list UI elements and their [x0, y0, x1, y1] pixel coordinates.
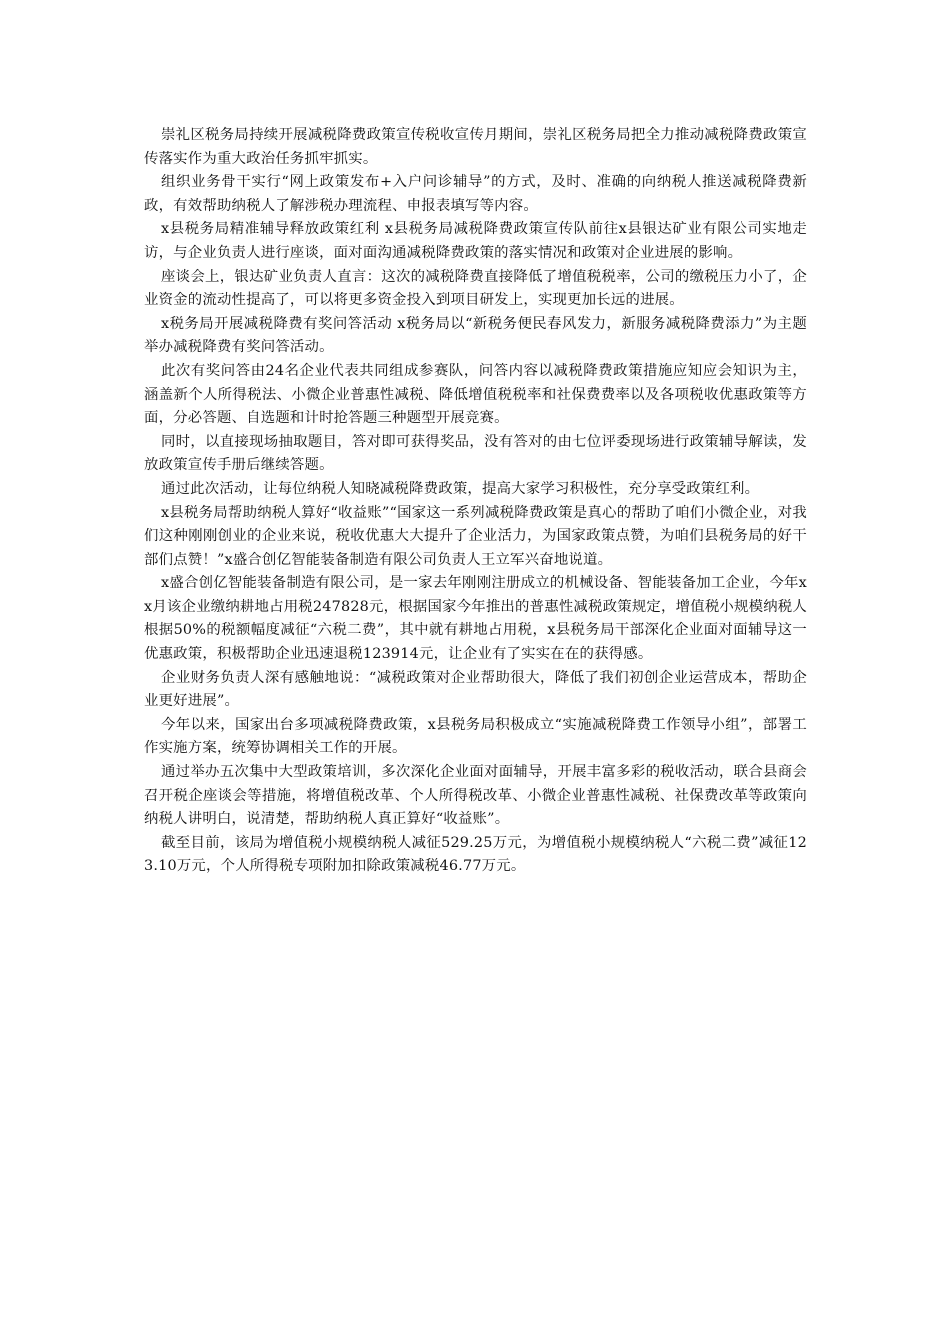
paragraph: 座谈会上，银达矿业负责人直言：这次的减税降费直接降低了增值税税率，公司的缴税压力小了，企业资金的流动性提高了，可以将更多资金投入到项目研发上，实现更加长远的进展。 — [144, 268, 807, 309]
paragraph: 此次有奖问答由24名企业代表共同组成参赛队，问答内容以减税降费政策措施应知应会知识为主，涵盖新个人所得税法、小微企业普惠性减税、降低增值税税率和社保费费率以及各项税收优惠政策等方面，分必答题、自选题和计时抢答题三种题型开展竞赛。 — [144, 362, 807, 427]
document-body — [144, 124, 807, 879]
paragraph: 通过此次活动，让每位纳税人知晓减税降费政策，提高大家学习积极性，充分享受政策红利。 — [161, 480, 760, 497]
paragraph: x盛合创亿智能装备制造有限公司，是一家去年刚刚注册成立的机械设备、智能装备加工企业，今年xx月该企业缴纳耕地占用税247828元，根据国家今年推出的普惠性减税政策规定，增值税小规模纳税人根据50%的税额幅度减征“六税二费”，其中就有耕地占用税，x县税务局干部深化企业面对面辅导这一优惠政策，积极帮助企业迅速退税123914元，让企业有了实实在在的获得感。 — [144, 575, 807, 663]
paragraph: 同时，以直接现场抽取题目，答对即可获得奖品，没有答对的由七位评委现场进行政策辅导解读，发放政策宣传手册后继续答题。 — [144, 433, 807, 474]
paragraph: x县税务局精准辅导释放政策红利 x县税务局减税降费政策宣传队前往x县银达矿业有限公司实地走访，与企业负责人进行座谈，面对面沟通减税降费政策的落实情况和政策对企业进展的影响。 — [144, 221, 807, 261]
paragraph: 今年以来，国家出台多项减税降费政策，x县税务局积极成立“实施减税降费工作领导小组”，部署工作实施方案，统筹协调相关工作的开展。 — [144, 716, 807, 757]
paragraph: x税务局开展减税降费有奖问答活动 x税务局以“新税务便民春风发力，新服务减税降费添力”为主题举办减税降费有奖问答活动。 — [144, 315, 807, 356]
paragraph: 截至目前，该局为增值税小规模纳税人减征529.25万元，为增值税小规模纳税人“六税二费”减征123.10万元，个人所得税专项附加扣除政策减税46.77万元。 — [144, 834, 807, 875]
paragraph: 企业财务负责人深有感触地说：“减税政策对企业帮助很大，降低了我们初创企业运营成本，帮助企业更好进展”。 — [144, 669, 807, 710]
paragraph: x县税务局帮助纳税人算好“收益账”“国家这一系列减税降费政策是真心的帮助了咱们小微企业，对我们这种刚刚创业的企业来说，税收优惠大大提升了企业活力，为国家政策点赞，为咱们县税务局的好干部们点赞！”x盛合创亿智能装备制造有限公司负责人王立军兴奋地说道。 — [144, 504, 807, 568]
paragraph: 崇礼区税务局持续开展减税降费政策宣传税收宣传月期间，崇礼区税务局把全力推动减税降费政策宣传落实作为重大政治任务抓牢抓实。 — [144, 127, 807, 167]
paragraph: 组织业务骨干实行“网上政策发布+入户问诊辅导”的方式，及时、准确的向纳税人推送减税降费新政，有效帮助纳税人了解涉税办理流程、申报表填写等内容。 — [144, 174, 807, 214]
paragraph: 通过举办五次集中大型政策培训，多次深化企业面对面辅导，开展丰富多彩的税收活动，联合县商会召开税企座谈会等措施，将增值税改革、个人所得税改革、小微企业普惠性减税、社保费改革等政策向纳税人讲明白，说清楚，帮助纳税人真正算好“收益账”。 — [144, 764, 807, 828]
